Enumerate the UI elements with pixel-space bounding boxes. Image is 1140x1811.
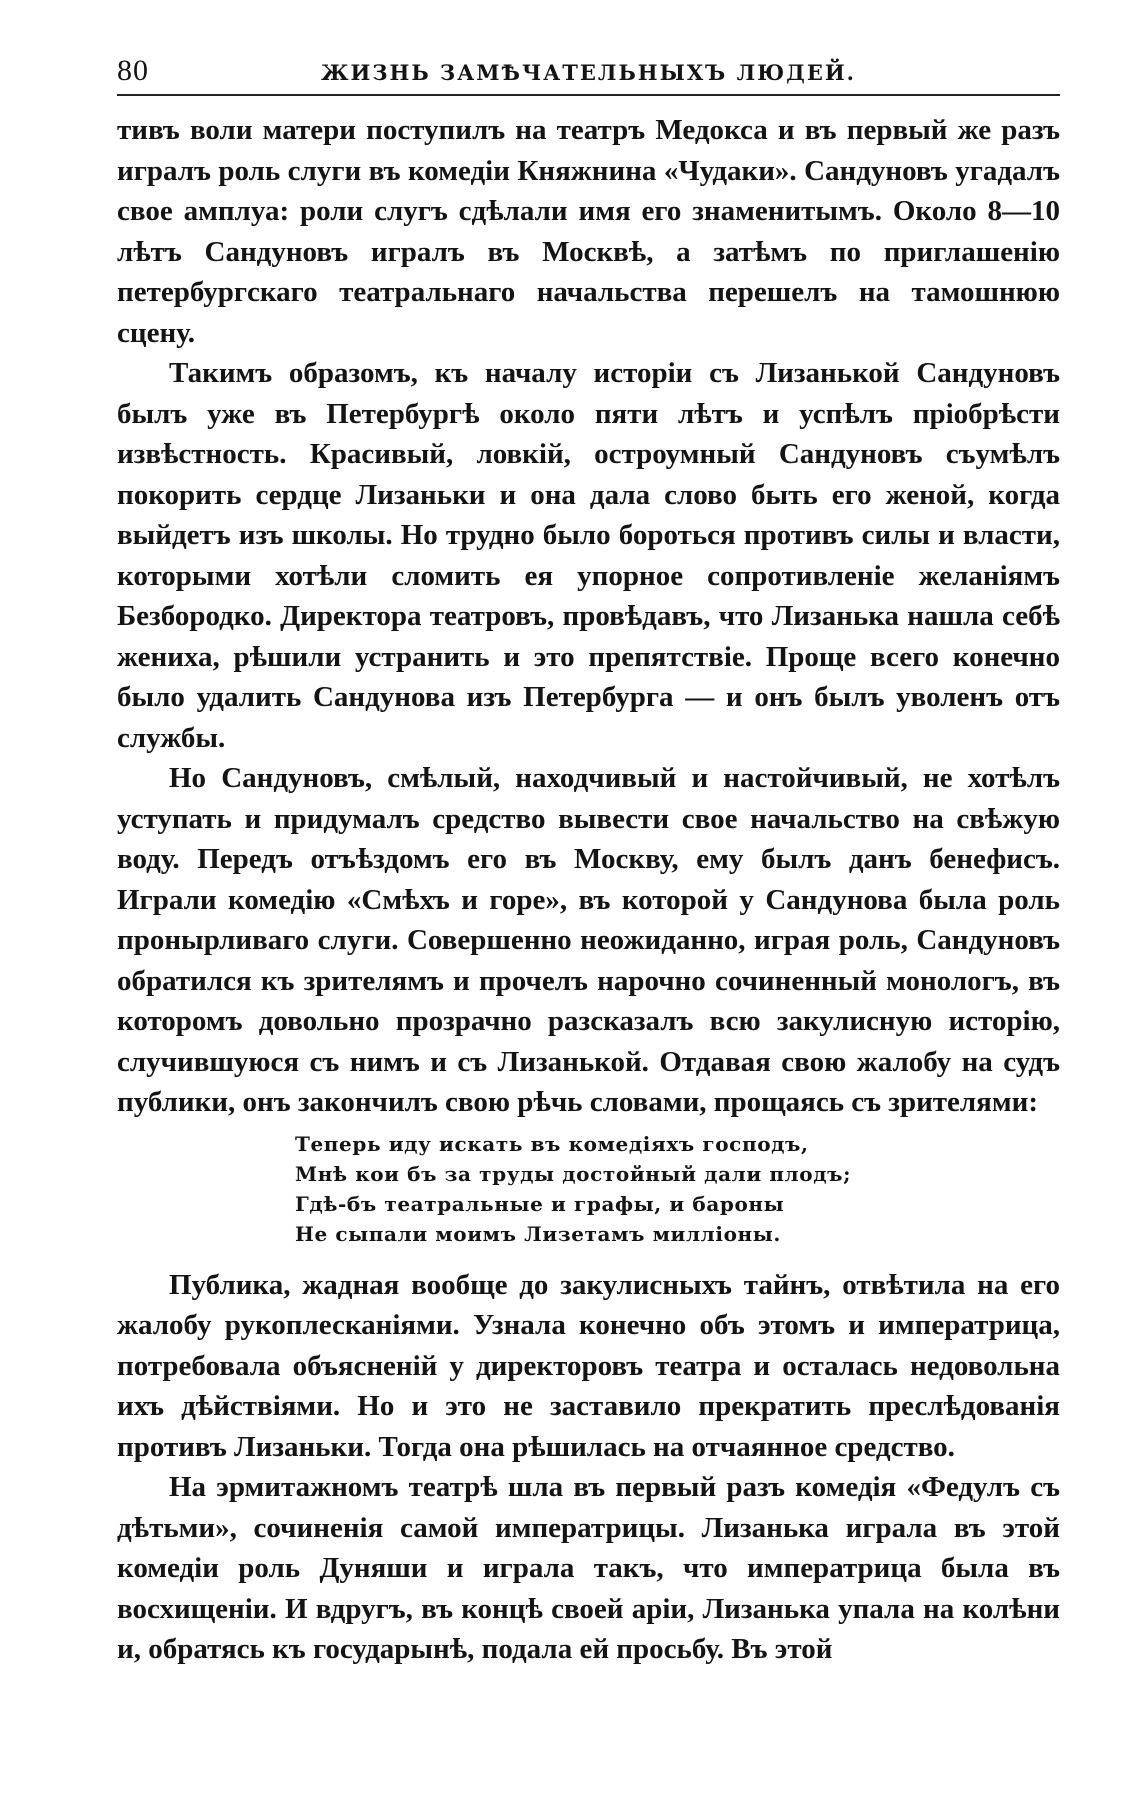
page-number: 80 bbox=[117, 54, 149, 87]
paragraph: Публика, жадная вообще до закулисныхъ тайнъ, отвѣтила на его жалобу рукоплесканіями. Узнала конечно объ этомъ и императрица, потребовала объясненій у директоровъ театра и осталась недовольна ихъ дѣйствіями. Но и это не заставило прекратить преслѣдованія противъ Лизаньки. Тогда она рѣшилась на отчаянное средство. bbox=[117, 1268, 1060, 1463]
verse-line: Мнѣ кои бъ за труды достойный дали плодъ; bbox=[295, 1161, 852, 1186]
verse-quote bbox=[295, 1129, 1060, 1249]
paragraph: Такимъ образомъ, къ началу исторіи съ Лизанькой Сандуновъ былъ уже въ Петербургѣ около пяти лѣтъ и успѣлъ пріобрѣсти извѣстность. Красивый, ловкій, остроумный Сандуновъ съумѣлъ покорить сердце Лизаньки и она дала слово быть его женой, когда выйдетъ изъ школы. Но трудно было бороться противъ силы и власти, которыми хотѣли сломить ея упорное сопротивленіе желаніямъ Безбородко. Директора театровъ, провѣдавъ, что Лизанька нашла себѣ жениха, рѣшили устранить и это препятствіе. Проще всего конечно было удалить Сандунова изъ Петербурга — и онъ былъ уволенъ отъ службы. bbox=[117, 357, 1060, 754]
paragraph: На эрмитажномъ театрѣ шла въ первый разъ комедія «Федулъ съ дѣтьми», сочиненія самой императрицы. Лизанька играла въ этой комедіи роль Дуняши и играла такъ, что императрица была въ восхищеніи. И вдругъ, въ концѣ своей аріи, Лизанька упала на колѣни и, обратясь къ государынѣ, подала ей просьбу. Въ этой bbox=[117, 1471, 1060, 1665]
running-head bbox=[117, 52, 1060, 96]
running-title: ЖИЗНЬ ЗАМѢЧАТЕЛЬНЫХЪ ЛЮДЕЙ. bbox=[320, 60, 856, 85]
verse-line: Гдѣ-бъ театральные и графы, и бароны bbox=[295, 1191, 785, 1216]
book-page bbox=[117, 52, 1060, 1670]
paragraph: тивъ воли матери поступилъ на театръ Медокса и въ первый же разъ игралъ роль слуги въ комедіи Княжнина «Чудаки». Сандуновъ угадалъ свое амплуа: роли слугъ сдѣлали имя его знаменитымъ. Около 8—10 лѣтъ Сандуновъ игралъ въ Москвѣ, а затѣмъ по приглашенію петербургскаго театральнаго начальства перешелъ на тамошнюю сцену. bbox=[117, 114, 1060, 349]
paragraph: Но Сандуновъ, смѣлый, находчивый и настойчивый, не хотѣлъ уступать и придумалъ средство вывести свое начальство на свѣжую воду. Передъ отъѣздомъ его въ Москву, ему былъ данъ бенефисъ. Играли комедію «Смѣхъ и горе», въ которой у Сандунова была роль пронырливаго слуги. Совершенно неожиданно, играя роль, Сандуновъ обратился къ зрителямъ и прочелъ нарочно сочиненный монологъ, въ которомъ довольно прозрачно разсказалъ всю закулисную исторію, случившуюся съ нимъ и съ Лизанькой. Отдавая свою жалобу на судъ публики, онъ закончилъ свою рѣчь словами, прощаясь съ зрителями: bbox=[117, 762, 1060, 1118]
body-text bbox=[117, 110, 1060, 1670]
verse-line: Не сыпали моимъ Лизетамъ милліоны. bbox=[295, 1221, 781, 1246]
verse-line: Теперь иду искать въ комедіяхъ господъ, bbox=[295, 1131, 809, 1156]
